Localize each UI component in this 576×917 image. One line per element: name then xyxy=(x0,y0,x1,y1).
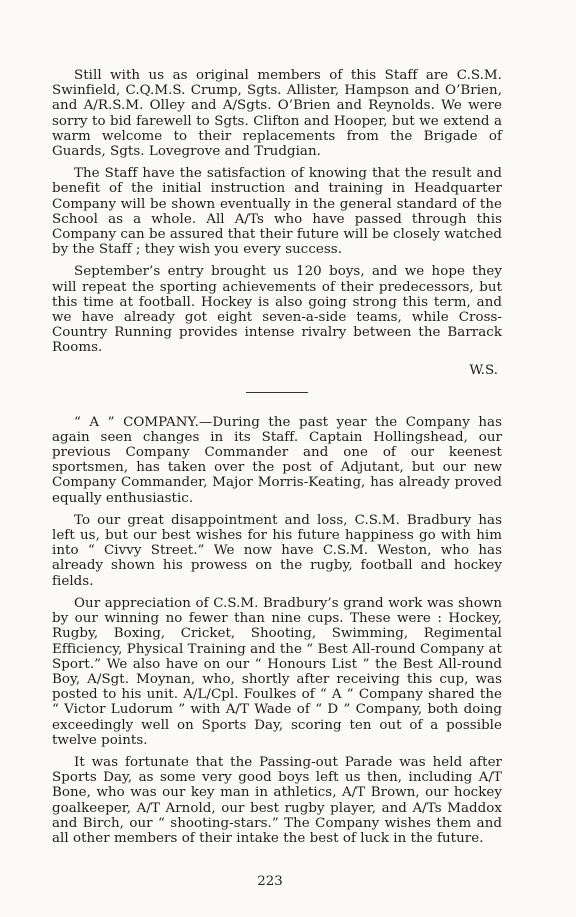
paragraph: It was fortunate that the Passing-out Parade was held after Sports Day, as some very good boys left us then, including A/T Bone, who was our key man in athletics, A/T Brown, our hockey goalkeeper, A/T Arnold, our best rugby player, and A/Ts Maddox and Birch, our “ shooting-stars.” The Company wishes them and all other members of their intake the best of luck in the future. xyxy=(52,754,502,846)
section-divider xyxy=(246,392,308,393)
a-company-section xyxy=(52,415,502,846)
paragraph: To our great disappointment and loss, C.S.M. Bradbury has left us, but our best wishes for his future happiness go with him into “ Civvy Street.” We now have C.S.M. Weston, who has already shown his prowess on the rugby, football and hockey fields. xyxy=(52,512,502,589)
page-number: 223 xyxy=(257,874,283,890)
paragraph: The Staff have the satisfaction of knowing that the result and benefit of the initial instruction and training in Headquarter Company will be shown eventually in the general standard of the School as a whole. All A/Ts who have passed through this Company can be assured that their future will be closely watched by the Staff ; they wish you every success. xyxy=(52,166,503,258)
paragraph: Still with us as original members of this Staff are C.S.M. Swinfield, C.Q.M.S. Crump, Sgts. Allister, Hampson and O’Brien, and A/R.S.M. Olley and A/Sgts. O’Brien and Reynolds. We were sorry to bid farewell to Sgts. Clifton and Hooper, but we extend a warm welcome to their replacements from the Brigade of Guards, Sgts. Lovegrove and Trudgian. xyxy=(52,68,502,160)
paragraph: Our appreciation of C.S.M. Bradbury’s grand work was shown by our winning no fewer than nine cups. These were : Hockey, Rugby, Boxing, Cricket, Shooting, Swimming, Regimental Efficiency, Physical Training and the “ Best All-round Company at Sport.” We also have on our “ Honours List ” the Best All-round Boy, A/Sgt. Moynan, who, shortly after receiving this cup, was posted to his unit. A/L/Cpl. Foulkes of “ A ” Company shared the “ Victor Ludorum ” with A/T Wade of “ D ” Company, both doing exceedingly well on Sports Day, scoring ten out of a possible twelve points. xyxy=(52,595,502,748)
paragraph: “ A ” COMPANY.—During the past year the Company has again seen changes in its Staff. Captain Hollingshead, our previous Company Commander and one of our keenest sportsmen, has taken over the post of Adjutant, but our new Company Commander, Major Morris-Keating, has already proved equally enthusiastic. xyxy=(52,414,502,506)
signature: W.S. xyxy=(469,362,498,378)
paragraph: September’s entry brought us 120 boys, and we hope they will repeat the sporting achievements of their predecessors, but this time at football. Hockey is also going strong this term, and we have already got eight seven-a-side teams, while Cross-Country Running provides intense rivalry between the Barrack Rooms. xyxy=(52,264,502,356)
staff-section xyxy=(52,68,502,378)
